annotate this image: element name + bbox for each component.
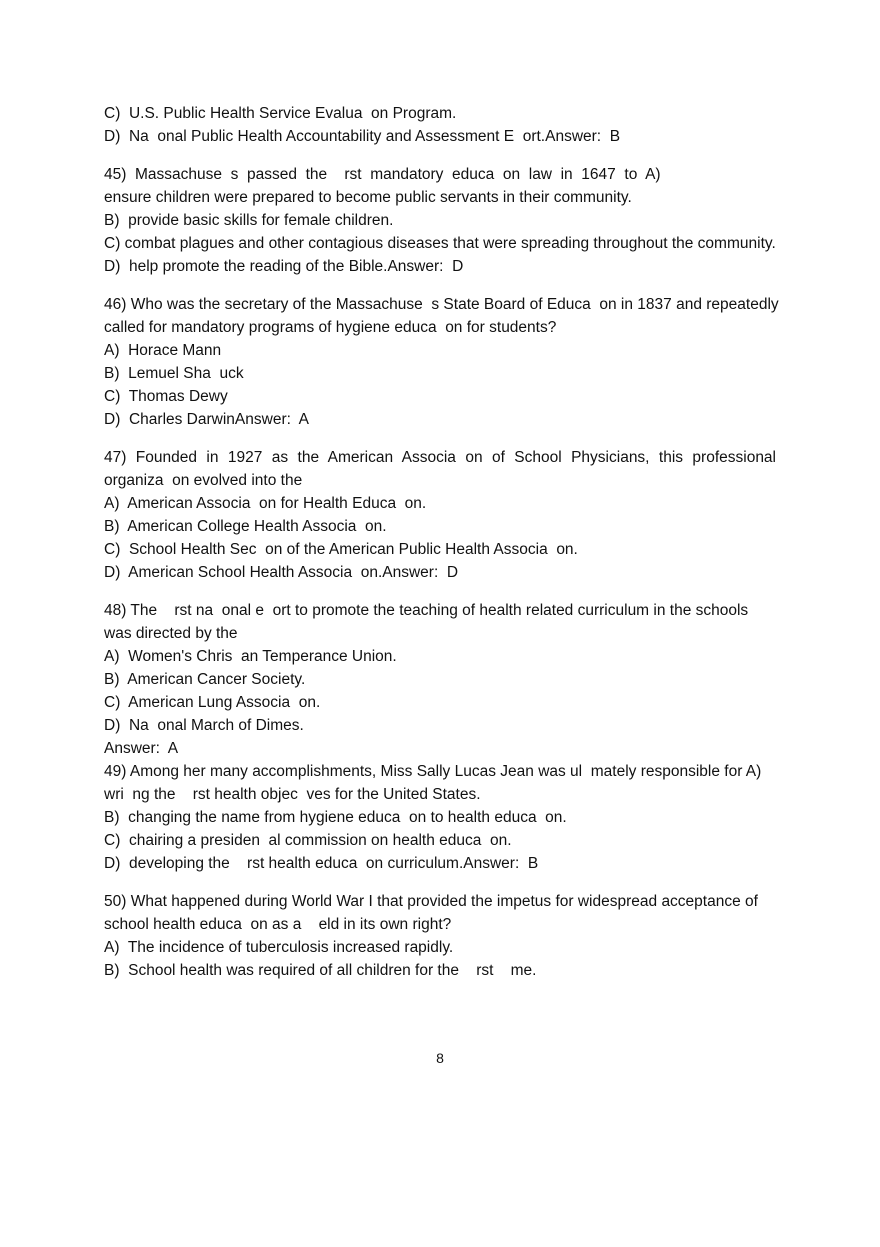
answer-option-a: A) American Associa on for Health Educa on.: [104, 495, 427, 512]
question-49-text-continued: wri ng the rst health objec ves for the United States.: [104, 786, 481, 803]
answer-option-b: B) American Cancer Society.: [104, 671, 306, 688]
question-48-text-continued: was directed by the: [104, 625, 238, 642]
question-text: 45) Massachuse s passed the rst mandatory educa on law in 1647 to A): [104, 166, 661, 183]
question-text-continued: ensure children were prepared to become public servants in their community.: [104, 189, 632, 206]
answer-option-b: B) School health was required of all children for the rst me.: [104, 962, 537, 979]
answer-option-b: B) Lemuel Sha uck: [104, 365, 244, 382]
page-number: 8: [436, 1050, 444, 1066]
answer-option-c: C) School Health Sec on of the American Public Health Associa on.: [104, 541, 578, 558]
question-45: [104, 163, 776, 278]
answer-option-c: C) American Lung Associa on.: [104, 694, 321, 711]
question-text-continued: organiza on evolved into the: [104, 472, 303, 489]
answer-option-b: B) American College Health Associa on.: [104, 518, 387, 535]
answer-option-c: C) U.S. Public Health Service Evalua on Program.: [104, 105, 457, 122]
answer-option-b: B) changing the name from hygiene educa on to health educa on.: [104, 809, 567, 826]
answer-option-a: A) Horace Mann: [104, 342, 222, 359]
question-50: [104, 890, 776, 982]
question-46: [104, 293, 779, 431]
question-48-text: 48) The rst na onal e ort to promote the teaching of health related curriculum in the schools: [104, 602, 749, 619]
answer-option-d: D) Na onal Public Health Accountability and Assessment E ort.Answer: B: [104, 128, 621, 145]
answer-option-d: D) American School Health Associa on.Answer: D: [104, 564, 459, 581]
answer-option-c: C) chairing a presiden al commission on health educa on.: [104, 832, 512, 849]
answer-option-c: C) combat plagues and other contagious diseases that were spreading throughout the community.: [104, 235, 776, 252]
answer-option-a: A) Women's Chris an Temperance Union.: [104, 648, 397, 665]
answer-option-c: C) Thomas Dewy: [104, 388, 228, 405]
answer-option-b: B) provide basic skills for female children.: [104, 212, 394, 229]
question-47: [104, 446, 776, 584]
answer-option-a: A) The incidence of tuberculosis increased rapidly.: [104, 939, 454, 956]
question-44-tail: [104, 102, 776, 148]
question-text-continued: school health educa on as a eld in its own right?: [104, 916, 452, 933]
question-49-text: 49) Among her many accomplishments, Miss Sally Lucas Jean was ul mately responsible for A): [104, 763, 762, 780]
answer-option-d: D) Na onal March of Dimes.: [104, 717, 304, 734]
document-body: [104, 102, 779, 982]
answer-key: Answer: A: [104, 740, 179, 757]
question-text-continued: called for mandatory programs of hygiene educa on for students?: [104, 319, 557, 336]
question-48-and-49: [104, 599, 776, 875]
question-text: 50) What happened during World War I that provided the impetus for widespread acceptance of: [104, 893, 758, 910]
question-text: 46) Who was the secretary of the Massachuse s State Board of Educa on in 1837 and repeatedly: [104, 296, 779, 313]
answer-option-d: D) Charles DarwinAnswer: A: [104, 411, 310, 428]
answer-option-d: D) developing the rst health educa on curriculum.Answer: B: [104, 855, 539, 872]
question-text: 47) Founded in 1927 as the American Associa on of School Physicians, this professional: [104, 449, 776, 466]
answer-option-d: D) help promote the reading of the Bible.Answer: D: [104, 258, 464, 275]
